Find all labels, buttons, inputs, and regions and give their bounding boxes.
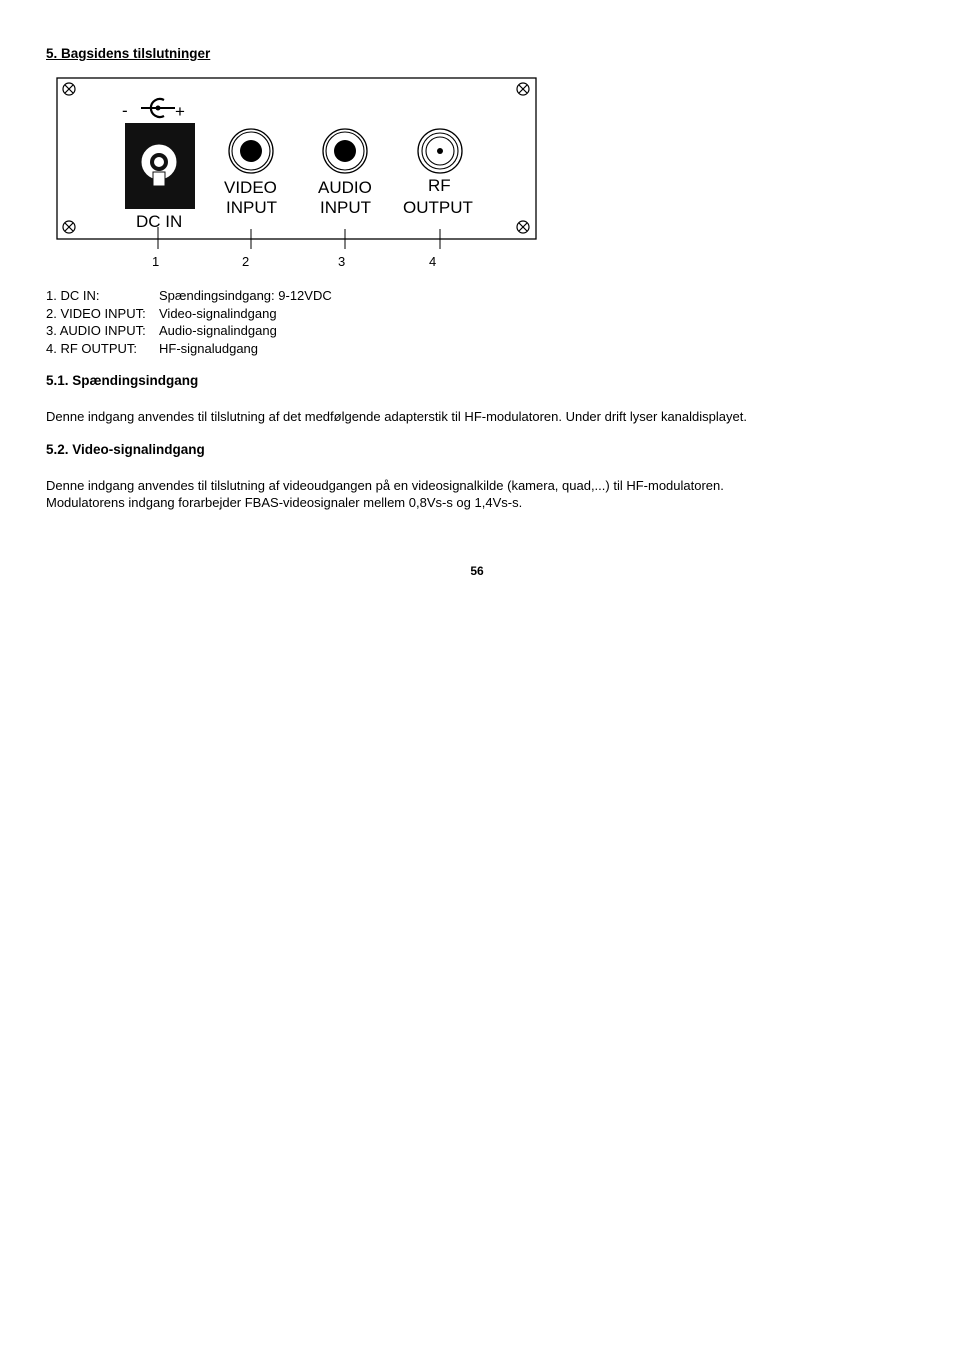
rear-panel-diagram bbox=[54, 76, 540, 272]
paragraph-video-line2: Modulatorens indgang forarbejder FBAS-videosignaler mellem 0,8Vs-s og 1,4Vs-s. bbox=[46, 495, 523, 510]
audio-jack-icon bbox=[323, 129, 367, 173]
list-item-value: Audio-signalindgang bbox=[159, 323, 277, 338]
video-jack-icon bbox=[229, 129, 273, 173]
paragraph-video-line1: Denne indgang anvendes til tilslutning af videoudgangen på en videosignalkilde (kamera, quad,...) til HF-modulatoren. bbox=[46, 478, 724, 493]
video-label-line1: VIDEO bbox=[224, 178, 277, 197]
callout-number-3: 3 bbox=[338, 254, 346, 269]
list-item-key: 4. RF OUTPUT: bbox=[46, 340, 138, 356]
subsection-heading-power: 5.1. Spændingsindgang bbox=[46, 373, 199, 388]
screw-icon bbox=[63, 83, 75, 95]
dc-in-label: DC IN bbox=[136, 212, 183, 231]
list-item bbox=[46, 322, 332, 340]
audio-label-line2: INPUT bbox=[320, 198, 371, 217]
callout-number-4: 4 bbox=[429, 254, 437, 269]
page-number: 56 bbox=[470, 564, 484, 578]
audio-label-line1: AUDIO bbox=[318, 178, 372, 197]
rf-label-line2: OUTPUT bbox=[403, 198, 473, 217]
list-item bbox=[46, 305, 332, 323]
connector-list bbox=[46, 287, 332, 357]
screw-icon bbox=[63, 221, 75, 233]
rf-connector-icon bbox=[418, 129, 462, 173]
list-item-value: HF-signaludgang bbox=[159, 340, 259, 356]
list-item bbox=[46, 287, 332, 305]
paragraph-power: Denne indgang anvendes til tilslutning af det medfølgende adapterstik til HF-modulatoren. Under drift lyser kanaldisplayet. bbox=[46, 409, 747, 424]
list-item-key: 3. AUDIO INPUT: bbox=[46, 323, 146, 338]
list-item-key: 2. VIDEO INPUT: bbox=[46, 305, 146, 321]
rf-label-line1: RF bbox=[428, 176, 451, 195]
list-item-key: 1. DC IN: bbox=[46, 288, 100, 303]
callout-number-1: 1 bbox=[152, 254, 160, 269]
subsection-heading-video: 5.2. Video-signalindgang bbox=[46, 442, 205, 457]
list-item-value: Video-signalindgang bbox=[159, 305, 277, 321]
list-item-value: Spændingsindgang: 9-12VDC bbox=[159, 288, 332, 303]
polarity-minus: - bbox=[122, 101, 128, 120]
callout-number-2: 2 bbox=[242, 254, 250, 269]
section-heading: 5. Bagsidens tilslutninger bbox=[46, 46, 211, 61]
list-item bbox=[46, 340, 332, 358]
polarity-plus: + bbox=[175, 102, 185, 121]
screw-icon bbox=[517, 221, 529, 233]
screw-icon bbox=[517, 83, 529, 95]
video-label-line2: INPUT bbox=[226, 198, 277, 217]
